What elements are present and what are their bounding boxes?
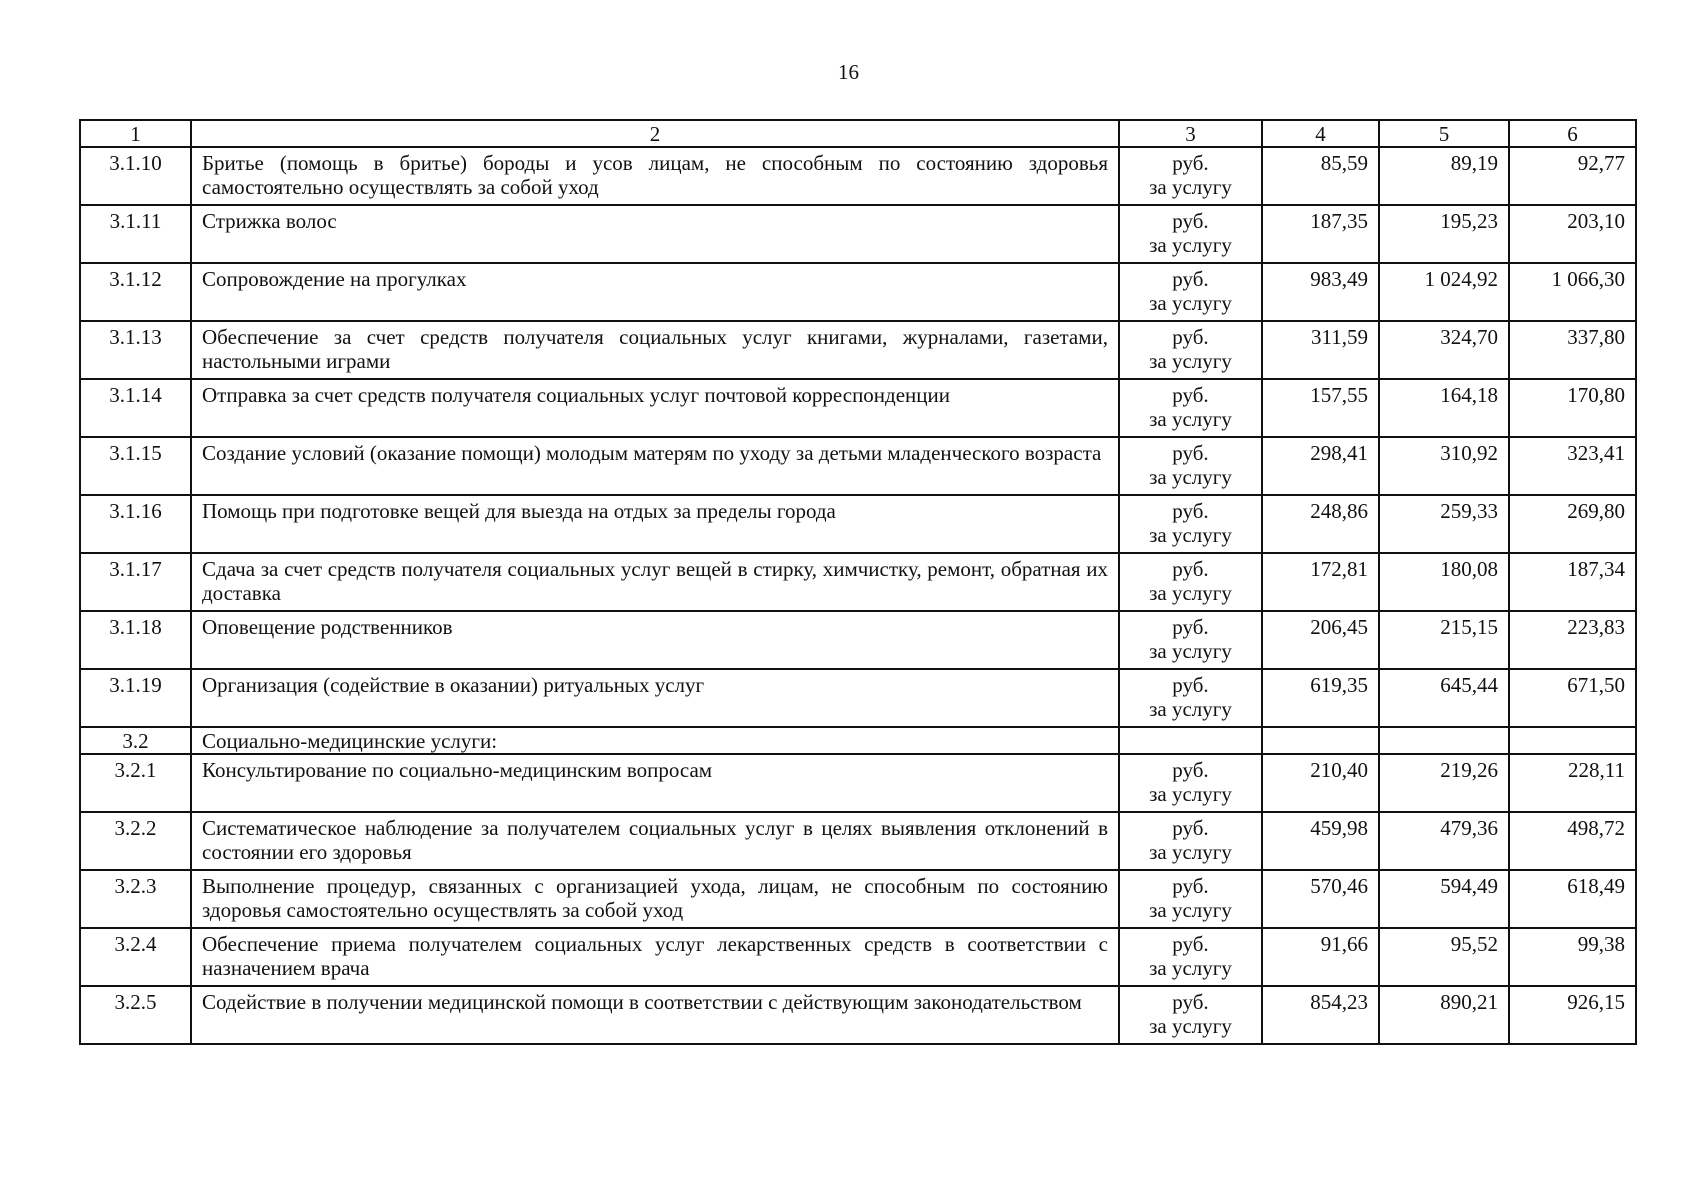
table-row <box>80 553 1636 611</box>
unit-currency: руб. <box>1172 441 1209 465</box>
unit-currency: руб. <box>1172 816 1209 840</box>
unit-per: за услугу <box>1149 639 1232 663</box>
service-name: Содействие в получении медицинской помощи в соответствии с действующим законодательством <box>191 986 1119 1044</box>
empty-cell <box>1379 727 1509 754</box>
service-code: 3.1.18 <box>80 611 191 669</box>
price-col4: 91,66 <box>1262 928 1379 986</box>
header-row <box>80 120 1636 147</box>
service-name: Сдача за счет средств получателя социальных услуг вещей в стирку, химчистку, ремонт, обратная их доставка <box>191 553 1119 611</box>
unit-cell <box>1119 812 1262 870</box>
price-col5: 324,70 <box>1379 321 1509 379</box>
service-code: 3.1.10 <box>80 147 191 205</box>
price-col6: 269,80 <box>1509 495 1636 553</box>
unit-per: за услугу <box>1149 465 1232 489</box>
unit-per: за услугу <box>1149 840 1232 864</box>
unit-currency: руб. <box>1172 383 1209 407</box>
unit-per: за услугу <box>1149 291 1232 315</box>
price-col6: 203,10 <box>1509 205 1636 263</box>
price-col5: 259,33 <box>1379 495 1509 553</box>
unit-cell <box>1119 495 1262 553</box>
service-code: 3.2.5 <box>80 986 191 1044</box>
empty-cell <box>1509 727 1636 754</box>
price-col6: 337,80 <box>1509 321 1636 379</box>
price-col6: 671,50 <box>1509 669 1636 727</box>
service-code: 3.2.2 <box>80 812 191 870</box>
price-col4: 248,86 <box>1262 495 1379 553</box>
service-name: Организация (содействие в оказании) ритуальных услуг <box>191 669 1119 727</box>
table-row <box>80 205 1636 263</box>
price-col5: 479,36 <box>1379 812 1509 870</box>
table-row <box>80 986 1636 1044</box>
price-col6: 498,72 <box>1509 812 1636 870</box>
price-col5: 89,19 <box>1379 147 1509 205</box>
table-row <box>80 147 1636 205</box>
price-col5: 195,23 <box>1379 205 1509 263</box>
service-name: Создание условий (оказание помощи) молодым матерям по уходу за детьми младенческого возраста <box>191 437 1119 495</box>
service-code: 3.1.11 <box>80 205 191 263</box>
unit-currency: руб. <box>1172 209 1209 233</box>
price-col5: 215,15 <box>1379 611 1509 669</box>
service-code: 3.2.4 <box>80 928 191 986</box>
unit-currency: руб. <box>1172 557 1209 581</box>
price-col4: 570,46 <box>1262 870 1379 928</box>
service-code: 3.1.19 <box>80 669 191 727</box>
price-col6: 187,34 <box>1509 553 1636 611</box>
price-col4: 459,98 <box>1262 812 1379 870</box>
section-code: 3.2 <box>80 727 191 754</box>
table-row <box>80 928 1636 986</box>
table-row <box>80 379 1636 437</box>
service-name: Отправка за счет средств получателя социальных услуг почтовой корреспонденции <box>191 379 1119 437</box>
column-header: 5 <box>1379 120 1509 147</box>
unit-per: за услугу <box>1149 407 1232 431</box>
price-col6: 92,77 <box>1509 147 1636 205</box>
unit-currency: руб. <box>1172 758 1209 782</box>
tariff-table <box>79 119 1637 1045</box>
unit-cell <box>1119 870 1262 928</box>
column-header: 3 <box>1119 120 1262 147</box>
table-body <box>80 147 1636 1044</box>
column-header: 6 <box>1509 120 1636 147</box>
service-code: 3.1.14 <box>80 379 191 437</box>
service-name: Консультирование по социально-медицинским вопросам <box>191 754 1119 812</box>
service-code: 3.1.17 <box>80 553 191 611</box>
unit-cell <box>1119 754 1262 812</box>
price-col5: 890,21 <box>1379 986 1509 1044</box>
service-name: Обеспечение приема получателем социальных услуг лекарственных средств в соответствии с назначением врача <box>191 928 1119 986</box>
unit-per: за услугу <box>1149 782 1232 806</box>
price-col6: 618,49 <box>1509 870 1636 928</box>
price-col5: 180,08 <box>1379 553 1509 611</box>
unit-per: за услугу <box>1149 523 1232 547</box>
unit-per: за услугу <box>1149 175 1232 199</box>
unit-cell <box>1119 147 1262 205</box>
price-col5: 645,44 <box>1379 669 1509 727</box>
price-col4: 298,41 <box>1262 437 1379 495</box>
unit-currency: руб. <box>1172 615 1209 639</box>
unit-per: за услугу <box>1149 697 1232 721</box>
price-col6: 926,15 <box>1509 986 1636 1044</box>
price-col6: 223,83 <box>1509 611 1636 669</box>
table-row <box>80 321 1636 379</box>
unit-cell <box>1119 263 1262 321</box>
service-name: Обеспечение за счет средств получателя социальных услуг книгами, журналами, газетами, настольными играми <box>191 321 1119 379</box>
price-col6: 170,80 <box>1509 379 1636 437</box>
service-name: Систематическое наблюдение за получателем социальных услуг в целях выявления отклонений в состоянии его здоровья <box>191 812 1119 870</box>
table-row <box>80 611 1636 669</box>
unit-currency: руб. <box>1172 990 1209 1014</box>
table-row <box>80 263 1636 321</box>
service-code: 3.1.12 <box>80 263 191 321</box>
unit-per: за услугу <box>1149 898 1232 922</box>
price-col4: 85,59 <box>1262 147 1379 205</box>
unit-currency: руб. <box>1172 932 1209 956</box>
section-title: Социально-медицинские услуги: <box>191 727 1119 754</box>
price-col4: 311,59 <box>1262 321 1379 379</box>
price-col5: 164,18 <box>1379 379 1509 437</box>
unit-per: за услугу <box>1149 581 1232 605</box>
page-number: 16 <box>838 60 859 84</box>
price-col4: 619,35 <box>1262 669 1379 727</box>
unit-cell <box>1119 928 1262 986</box>
price-col5: 1 024,92 <box>1379 263 1509 321</box>
table-row <box>80 495 1636 553</box>
unit-cell <box>1119 986 1262 1044</box>
unit-per: за услугу <box>1149 956 1232 980</box>
price-col4: 854,23 <box>1262 986 1379 1044</box>
price-col4: 206,45 <box>1262 611 1379 669</box>
unit-per: за услугу <box>1149 1014 1232 1038</box>
service-code: 3.1.15 <box>80 437 191 495</box>
price-col5: 95,52 <box>1379 928 1509 986</box>
unit-cell <box>1119 379 1262 437</box>
empty-cell <box>1262 727 1379 754</box>
service-name: Оповещение родственников <box>191 611 1119 669</box>
service-code: 3.1.16 <box>80 495 191 553</box>
table-row <box>80 870 1636 928</box>
unit-cell <box>1119 669 1262 727</box>
price-col4: 187,35 <box>1262 205 1379 263</box>
unit-currency: руб. <box>1172 874 1209 898</box>
table-row <box>80 669 1636 727</box>
empty-cell <box>1119 727 1262 754</box>
unit-cell <box>1119 205 1262 263</box>
service-name: Бритье (помощь в бритье) бороды и усов лицам, не способным по состоянию здоровья самостоятельно осуществлять за собой уход <box>191 147 1119 205</box>
unit-currency: руб. <box>1172 151 1209 175</box>
unit-cell <box>1119 321 1262 379</box>
column-header: 4 <box>1262 120 1379 147</box>
table-header <box>80 120 1636 147</box>
service-name: Стрижка волос <box>191 205 1119 263</box>
price-col4: 172,81 <box>1262 553 1379 611</box>
price-col6: 323,41 <box>1509 437 1636 495</box>
table-row <box>80 812 1636 870</box>
unit-cell <box>1119 553 1262 611</box>
price-col6: 228,11 <box>1509 754 1636 812</box>
section-row <box>80 727 1636 754</box>
column-header: 2 <box>191 120 1119 147</box>
unit-currency: руб. <box>1172 499 1209 523</box>
service-code: 3.2.1 <box>80 754 191 812</box>
price-col5: 219,26 <box>1379 754 1509 812</box>
unit-currency: руб. <box>1172 325 1209 349</box>
price-col6: 99,38 <box>1509 928 1636 986</box>
price-col4: 210,40 <box>1262 754 1379 812</box>
unit-per: за услугу <box>1149 349 1232 373</box>
table-row <box>80 754 1636 812</box>
service-code: 3.2.3 <box>80 870 191 928</box>
column-header: 1 <box>80 120 191 147</box>
service-name: Сопровождение на прогулках <box>191 263 1119 321</box>
price-col4: 983,49 <box>1262 263 1379 321</box>
unit-per: за услугу <box>1149 233 1232 257</box>
service-name: Выполнение процедур, связанных с организацией ухода, лицам, не способным по состоянию здоровья самостоятельно осуществлять за собой уход <box>191 870 1119 928</box>
unit-currency: руб. <box>1172 673 1209 697</box>
unit-currency: руб. <box>1172 267 1209 291</box>
price-col5: 594,49 <box>1379 870 1509 928</box>
table-row <box>80 437 1636 495</box>
unit-cell <box>1119 611 1262 669</box>
service-code: 3.1.13 <box>80 321 191 379</box>
service-name: Помощь при подготовке вещей для выезда на отдых за пределы города <box>191 495 1119 553</box>
price-col5: 310,92 <box>1379 437 1509 495</box>
unit-cell <box>1119 437 1262 495</box>
price-col6: 1 066,30 <box>1509 263 1636 321</box>
price-col4: 157,55 <box>1262 379 1379 437</box>
